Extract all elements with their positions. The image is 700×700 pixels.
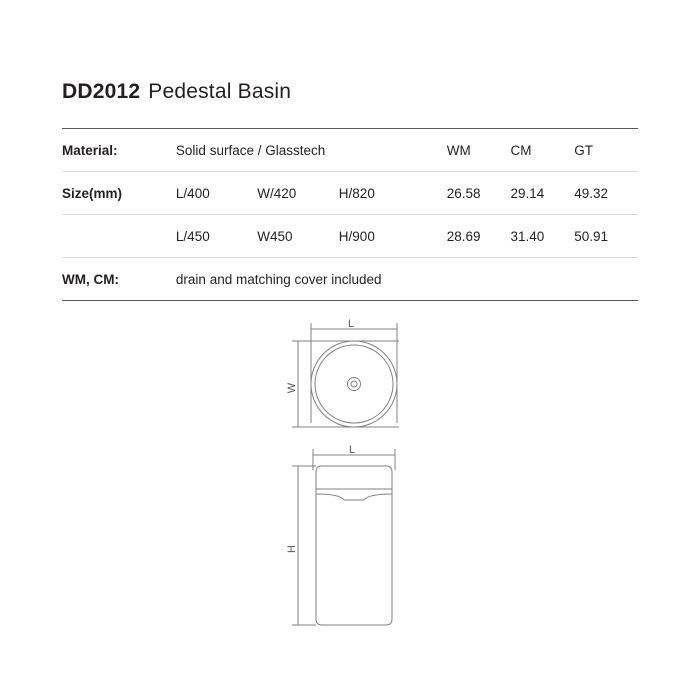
spec-table	[62, 128, 638, 301]
front-view-dimension-horizontal-line	[313, 449, 395, 470]
top-view-label-W: W	[286, 382, 298, 394]
column-header-cm: CM	[510, 129, 574, 172]
front-view-label-L: L	[348, 444, 356, 456]
top-view-dimension-vertical-line	[292, 341, 399, 427]
table-row-material	[62, 129, 638, 172]
top-view-drain-outer	[348, 378, 361, 391]
product-name: Pedestal Basin	[148, 80, 292, 103]
gt-value-1: 49.32	[574, 172, 638, 215]
size-width-2: W450	[257, 215, 339, 258]
material-value: Solid surface / Glasstech	[176, 129, 447, 172]
top-view-dimension-horizontal-line	[311, 323, 397, 423]
size-length-1: L/400	[176, 172, 257, 215]
front-view-label-H: H	[286, 545, 298, 553]
front-view-dimension-vertical-line	[292, 466, 316, 625]
top-view-outer-circle	[311, 341, 397, 427]
material-label: Material:	[62, 129, 176, 172]
size-height-1: H/820	[339, 172, 447, 215]
size-length-2: L/450	[176, 215, 257, 258]
cm-value-2: 31.40	[510, 215, 574, 258]
note-label: WM, CM:	[62, 258, 176, 301]
column-header-wm: WM	[447, 129, 511, 172]
cm-value-1: 29.14	[510, 172, 574, 215]
wm-value-1: 26.58	[447, 172, 511, 215]
gt-value-2: 50.91	[574, 215, 638, 258]
page-title	[62, 80, 291, 104]
wm-value-2: 28.69	[447, 215, 511, 258]
top-view-label-L: L	[347, 318, 355, 330]
table-row-size-2	[62, 215, 638, 258]
top-view-drain-inner	[351, 381, 357, 387]
table-row-size-1	[62, 172, 638, 215]
size-label: Size(mm)	[62, 172, 176, 215]
product-code: DD2012	[62, 80, 141, 103]
table-row-note	[62, 258, 638, 301]
front-view-body	[316, 466, 392, 625]
top-view-inner-circle	[315, 345, 393, 423]
size-width-1: W/420	[257, 172, 339, 215]
size-label-empty	[62, 215, 176, 258]
size-height-2: H/900	[339, 215, 447, 258]
note-value: drain and matching cover included	[176, 258, 638, 301]
column-header-gt: GT	[574, 129, 638, 172]
front-view-bowl-curve	[316, 494, 392, 500]
